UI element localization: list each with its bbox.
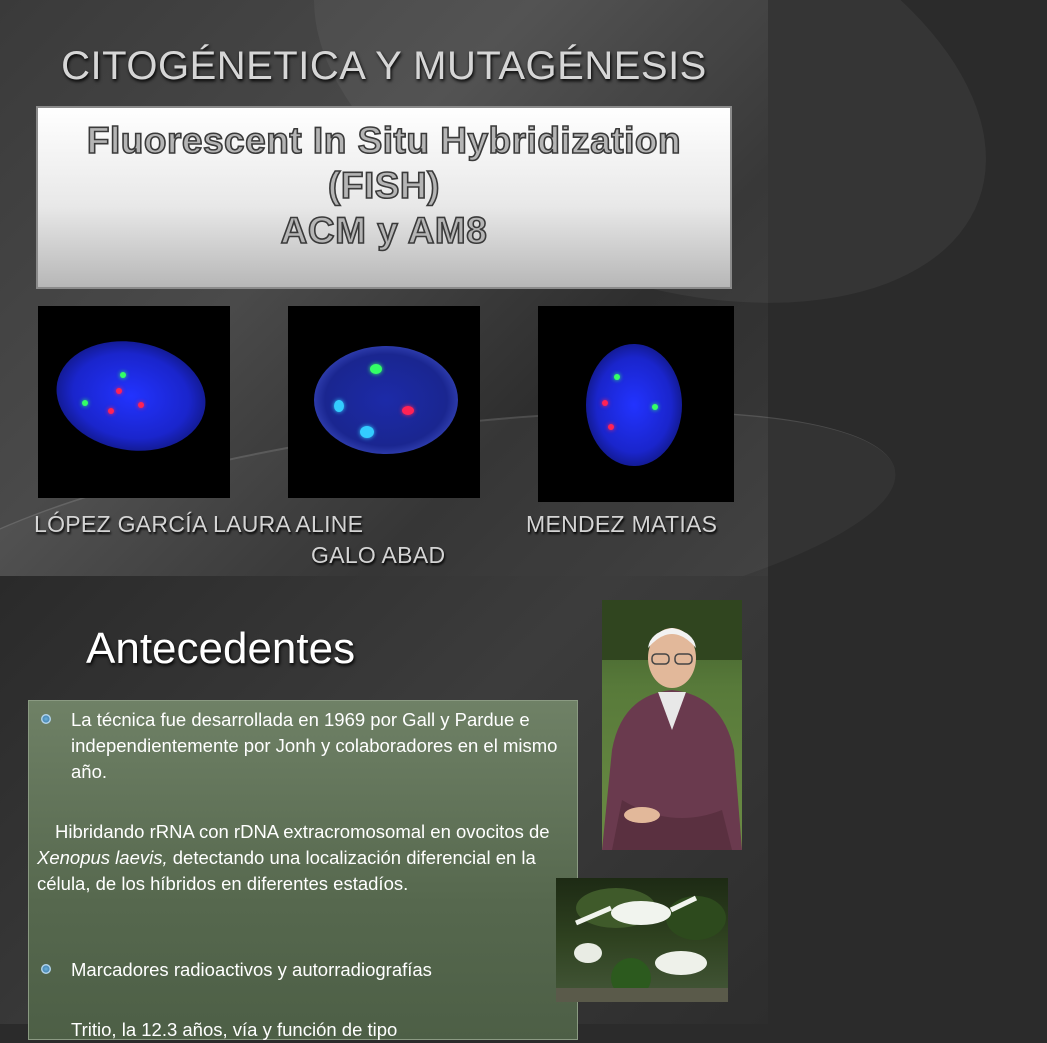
paragraph-text-start: Hibridando rRNA con rDNA extracromosomal en ovocitos de — [55, 821, 550, 842]
fish-cell-image-1 — [38, 306, 230, 498]
bullet-text: La técnica fue desarrollada en 1969 por Gall y Pardue e independientemente por Jonh y colaboradores en el mismo año. — [71, 709, 558, 782]
xenopus-photo — [556, 878, 728, 1002]
bullet-text-partial: Tritio, la 12.3 años, vía y función de tipo — [71, 1019, 398, 1040]
scientist-illustration — [602, 600, 742, 850]
title-box — [36, 106, 732, 289]
slide-title: CITOGÉNETICA Y MUTAGÉNESIS — [61, 44, 707, 88]
title-slide — [0, 0, 768, 576]
fish-cell-image-3 — [538, 306, 734, 502]
antecedentes-slide — [0, 576, 768, 1040]
frog-illustration — [556, 878, 728, 1002]
paragraph-text-end: detectando una localización diferencial en la célula, de los híbridos en diferentes estadíos. — [37, 847, 536, 894]
species-name: Xenopus laevis, — [37, 847, 168, 868]
author-center: GALO ABAD — [311, 542, 446, 568]
bullet-icon — [41, 964, 51, 974]
bullet-item — [41, 707, 561, 785]
section-title: Antecedentes — [86, 624, 356, 673]
paragraph — [37, 819, 567, 897]
title-line-3: ACM y AM8 — [280, 210, 488, 251]
bullet-item — [41, 957, 561, 983]
author-right: MENDEZ MATIAS — [526, 511, 718, 537]
bullet-text: Marcadores radioactivos y autorradiografías — [71, 959, 432, 980]
scientist-photo — [602, 600, 742, 850]
bullet-icon — [41, 714, 51, 724]
bullet-item — [41, 1017, 561, 1043]
content-box — [28, 700, 578, 1040]
author-left: LÓPEZ GARCÍA LAURA ALINE — [34, 511, 364, 537]
fish-cell-image-2 — [288, 306, 480, 498]
title-line-2: (FISH) — [328, 165, 440, 206]
title-line-1: Fluorescent In Situ Hybridization — [86, 120, 682, 161]
